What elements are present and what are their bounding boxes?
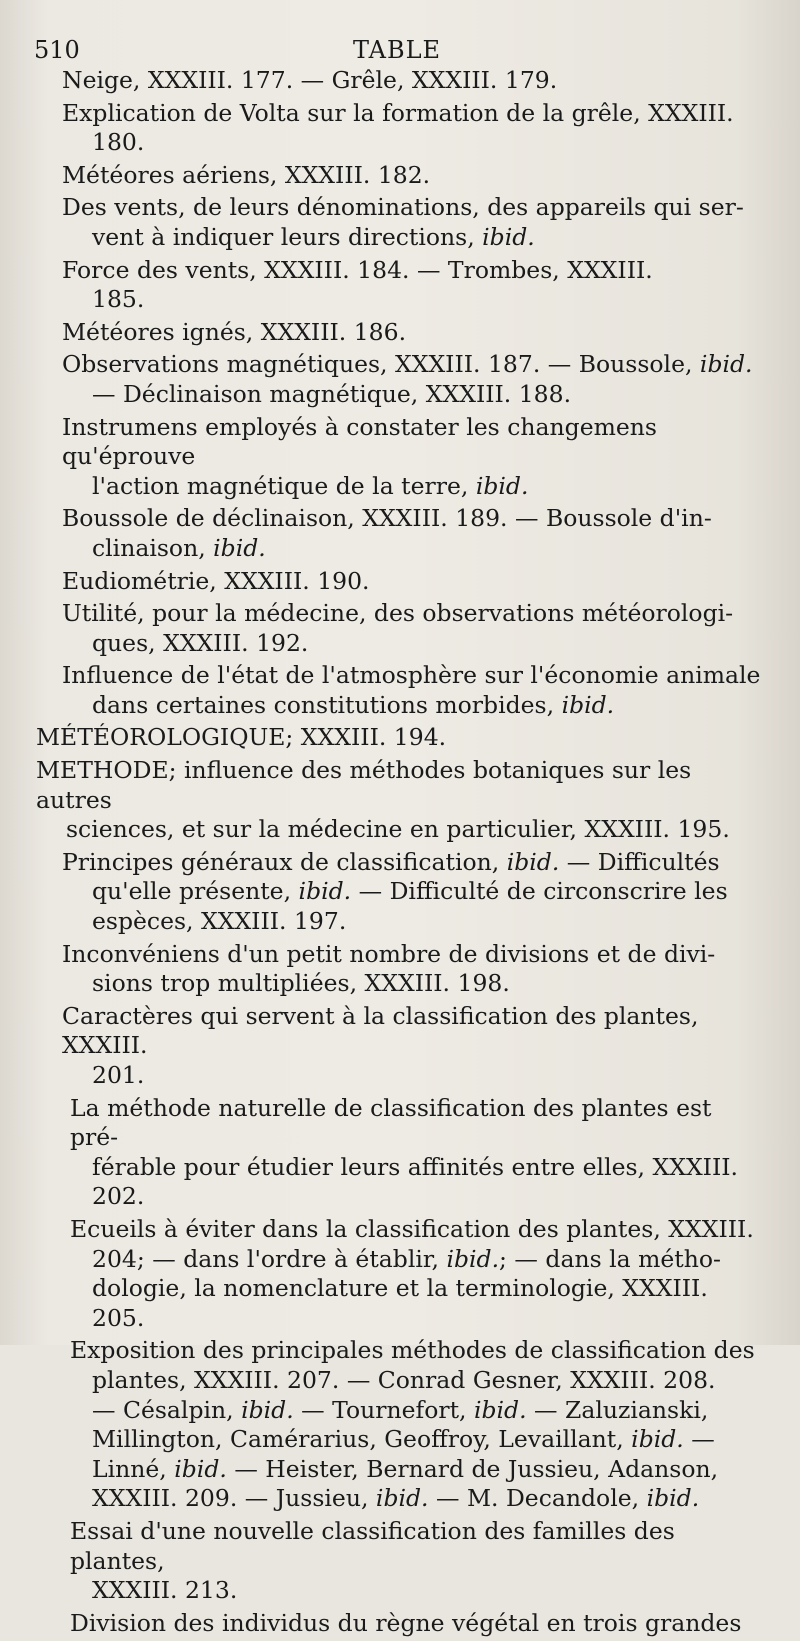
entry-line: l'action magnétique de la terre, ibid. <box>92 471 529 500</box>
entry-line: 202. <box>92 1182 145 1211</box>
entry-line: ques, XXXIII. 192. <box>92 628 309 657</box>
index-entry <box>36 161 764 191</box>
entry-line: 205. <box>92 1303 145 1332</box>
entry-line: dans certaines constitutions morbides, ibid. <box>92 690 615 719</box>
entry-line: Ecueils à éviter dans la classification des plantes, XXXIII. <box>70 1214 754 1243</box>
entry-line: dologie, la nomenclature et la terminologie, XXXIII. <box>92 1274 708 1303</box>
entry-line: Instrumens employés à constater les changemens qu'éprouve <box>62 412 657 471</box>
running-title: TABLE <box>352 36 442 64</box>
entry-line: 180. <box>92 128 145 157</box>
entry-line: Influence de l'état de l'atmosphère sur l'économie animale <box>62 661 761 690</box>
entry-line: Neige, XXXIII. 177. — Grêle, XXXIII. 179. <box>62 66 558 94</box>
entry-line: férable pour étudier leurs affinités entre elles, XXXIII. <box>92 1152 738 1181</box>
entry-line: 204; — dans l'ordre à établir, ibid.; — dans la métho- <box>92 1244 721 1273</box>
index-entry <box>36 1517 764 1606</box>
index-entry <box>36 848 764 937</box>
index-entry <box>36 504 764 563</box>
entry-line: — Césalpin, ibid. — Tournefort, ibid. — Zaluzianski, <box>92 1395 709 1424</box>
entry-line: Utilité, pour la médecine, des observations météorologi- <box>62 599 734 628</box>
index-entry <box>36 350 764 409</box>
index-entry <box>36 256 764 315</box>
entry-line: Division des individus du règne végétal en trois grandes <box>70 1608 742 1637</box>
index-entry <box>36 193 764 252</box>
entry-line: clinaison, ibid. <box>92 533 266 562</box>
index-entry <box>36 599 764 658</box>
entry-line: Inconvéniens d'un petit nombre de divisions et de divi- <box>62 939 716 968</box>
entry-line: METHODE; influence des méthodes botaniques sur les autres <box>36 756 692 814</box>
entry-line: Météores ignés, XXXIII. 186. <box>62 317 407 346</box>
index-entry <box>36 413 764 502</box>
index-entry <box>36 1215 764 1333</box>
entry-line: 201. <box>92 1061 145 1089</box>
entry-line: Exposition des principales méthodes de classification des <box>70 1336 755 1365</box>
entry-line: qu'elle présente, ibid. — Difficulté de circonscrire les <box>92 877 728 906</box>
entry-line: La méthode naturelle de classification des plantes est pré- <box>70 1093 712 1152</box>
entry-line: — Déclinaison magnétique, XXXIII. 188. <box>92 379 572 408</box>
index-entry <box>36 940 764 999</box>
entry-line: Météores aériens, XXXIII. 182. <box>62 160 431 189</box>
entry-line: Eudiométrie, XXXIII. 190. <box>62 566 370 595</box>
entry-line: sciences, et sur la médecine en particulier, XXXIII. 195. <box>66 815 730 844</box>
index-entries <box>36 66 764 1641</box>
index-entry <box>36 1609 764 1639</box>
entry-line: espèces, XXXIII. 197. <box>92 907 347 936</box>
entry-line: Force des vents, XXXIII. 184. — Trombes, XXXIII. <box>62 255 653 284</box>
entry-line: plantes, XXXIII. 207. — Conrad Gesner, XXXIII. 208. <box>92 1365 716 1394</box>
entry-line: XXXIII. 209. — Jussieu, ibid. — M. Decandole, ibid. <box>92 1484 700 1513</box>
entry-line: Linné, ibid. — Heister, Bernard de Jussieu, Adanson, <box>92 1454 719 1483</box>
index-entry <box>36 723 764 753</box>
entry-line: Millington, Camérarius, Geoffroy, Levaillant, ibid. — <box>92 1425 715 1454</box>
entry-line: vent à indiquer leurs directions, ibid. <box>92 222 535 251</box>
index-entry <box>36 66 764 96</box>
entry-line: Essai d'une nouvelle classification des familles des plantes, <box>70 1516 675 1575</box>
entry-line: Des vents, de leurs dénominations, des appareils qui ser- <box>62 193 744 222</box>
entry-line: MÉTÉOROLOGIQUE; XXXIII. 194. <box>36 723 447 752</box>
index-entry <box>36 1336 764 1514</box>
index-entry <box>36 567 764 597</box>
index-entry <box>36 1002 764 1091</box>
entry-line: Principes généraux de classification, ibid. — Difficultés <box>62 847 720 876</box>
index-entry <box>36 318 764 348</box>
page-header <box>34 36 760 66</box>
entry-line: Boussole de déclinaison, XXXIII. 189. — Boussole d'in- <box>62 504 712 533</box>
entry-line: Explication de Volta sur la formation de la grêle, XXXIII. <box>62 98 734 127</box>
index-entry <box>36 99 764 158</box>
index-entry <box>36 756 764 845</box>
entry-line: sions trop multipliées, XXXIII. 198. <box>92 969 510 998</box>
index-entry <box>36 661 764 720</box>
entry-line: 185. <box>92 285 145 314</box>
page-number: 510 <box>34 36 80 64</box>
entry-line: Caractères qui servent à la classification des plantes, XXXIII. <box>62 1001 699 1060</box>
entry-line: XXXIII. 213. <box>92 1576 238 1605</box>
entry-line: Observations magnétiques, XXXIII. 187. — Boussole, ibid. <box>62 350 753 379</box>
index-entry <box>36 1094 764 1212</box>
